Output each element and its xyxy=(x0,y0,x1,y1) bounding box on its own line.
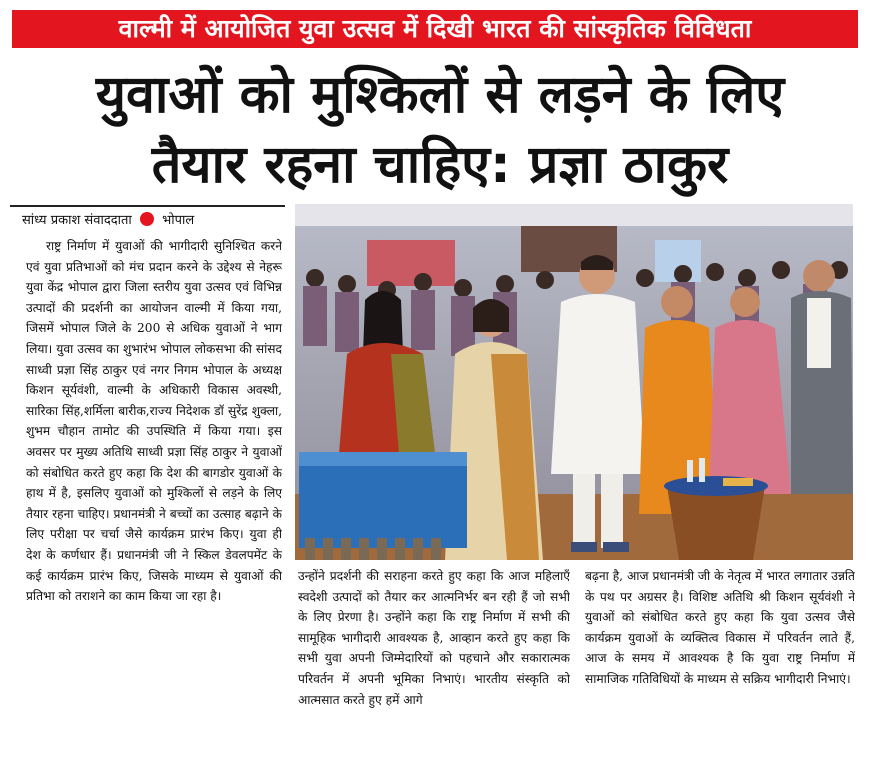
event-photo xyxy=(295,204,853,560)
headline-line-2: तैयार रहना चाहिए: प्रज्ञा ठाकुर xyxy=(151,135,729,195)
byline xyxy=(22,208,290,234)
byline-city: भोपाल xyxy=(162,213,195,228)
red-dot-icon xyxy=(140,212,154,226)
article-column-1: राष्ट्र निर्माण में युवाओं की भागीदारी सुनिश्चित करने एवं युवा प्रतिभाओं को मंच प्रदान करने के उद्देश्य से नेहरू युवा केंद्र भोपाल द्वारा जिला स्तरीय युवा उत्सव एवं विभिन्न उत्पादों की प्रदर्शनी का आयोजन वाल्मी में किया गया, जिसमें भोपाल जिले के 200 से अधिक युवाओं ने भाग लिया। युवा उत्सव का शुभारंभ भोपाल लोकसभा की सांसद साध्वी प्रज्ञा सिंह ठाकुर एवं नगर निगम भोपाल के अध्यक्ष किशन सूर्यवंशी, वाल्मी के अधिकारी विकास अवस्थी, सारिका सिंह,शर्मिला बारीक,राज्य निदेशक डॉ सुरेंद्र शुक्ला, शुभम चौहान तामोट की उपस्थिति में किया गया। इस अवसर पर मुख्य अतिथि साध्वी प्रज्ञा सिंह ठाकुर ने युवाओं को संबोधित करते हुए कहा कि देश की बागडोर युवाओं के हाथ में है, इसलिए युवाओं को मुश्किलों से लड़ने के लिए तैयार रहना चाहिए। प्रधानमंत्री ने बच्चों का उत्साह बढ़ाने के लिए परीक्षा पर चर्चा जैसे कार्यक्रम प्रारंभ किए। युवा ही देश के कर्णधार हैं। प्रधानमंत्री जी ने स्किल डेवलपमेंट के कई कार्यक्रम प्रारंभ किए, जिसके माध्यम से युवाओं की प्रतिभा को तराशने का काम किया जा रहा है। xyxy=(26,239,282,604)
byline-rule xyxy=(10,205,285,207)
headline-line-1: युवाओं को मुश्किलों से लड़ने के लिए xyxy=(95,65,785,125)
kicker-banner: वाल्मी में आयोजित युवा उत्सव में दिखी भारत की सांस्कृतिक विविधता xyxy=(12,10,858,48)
byline-reporter: सांध्य प्रकाश संवाददाता xyxy=(22,213,132,228)
article-column-3: बढ़ना है, आज प्रधानमंत्री जी के नेतृत्व में भारत लगातार उन्नति के पथ पर अग्रसर है। विशिष्ट अतिथि श्री किशन सूर्यवंशी ने युवाओं को संबोधित करते हुए कहा कि युवा उत्सव जैसे कार्यक्रम युवाओं के व्यक्तित्व विकास में परिवर्तन लाते हैं, आज के समय में आवश्यक है कि युवा राष्ट्र निर्माण में सामाजिक गतिविधियों के माध्यम से सक्रिय भागीदारी निभाएं। xyxy=(585,569,855,686)
article-column-2: उन्होंने प्रदर्शनी की सराहना करते हुए कहा कि आज महिलाएँ स्वदेशी उत्पादों को तैयार कर आत्मनिर्भर बन रही हैं जो सभी के लिए प्रेरणा है। उन्होंने कहा कि राष्ट्र निर्माण में सभी की सामूहिक भागीदारी आवश्यक है, आव्हान करते हुए कहा कि सभी युवा अपनी जिम्मेदारियों को पहचाने और सकारात्मक परिवर्तन में अपनी भूमिका निभाएं। भारतीय संस्कृति को आत्मसात करते हुए हमें आगे xyxy=(298,569,570,707)
